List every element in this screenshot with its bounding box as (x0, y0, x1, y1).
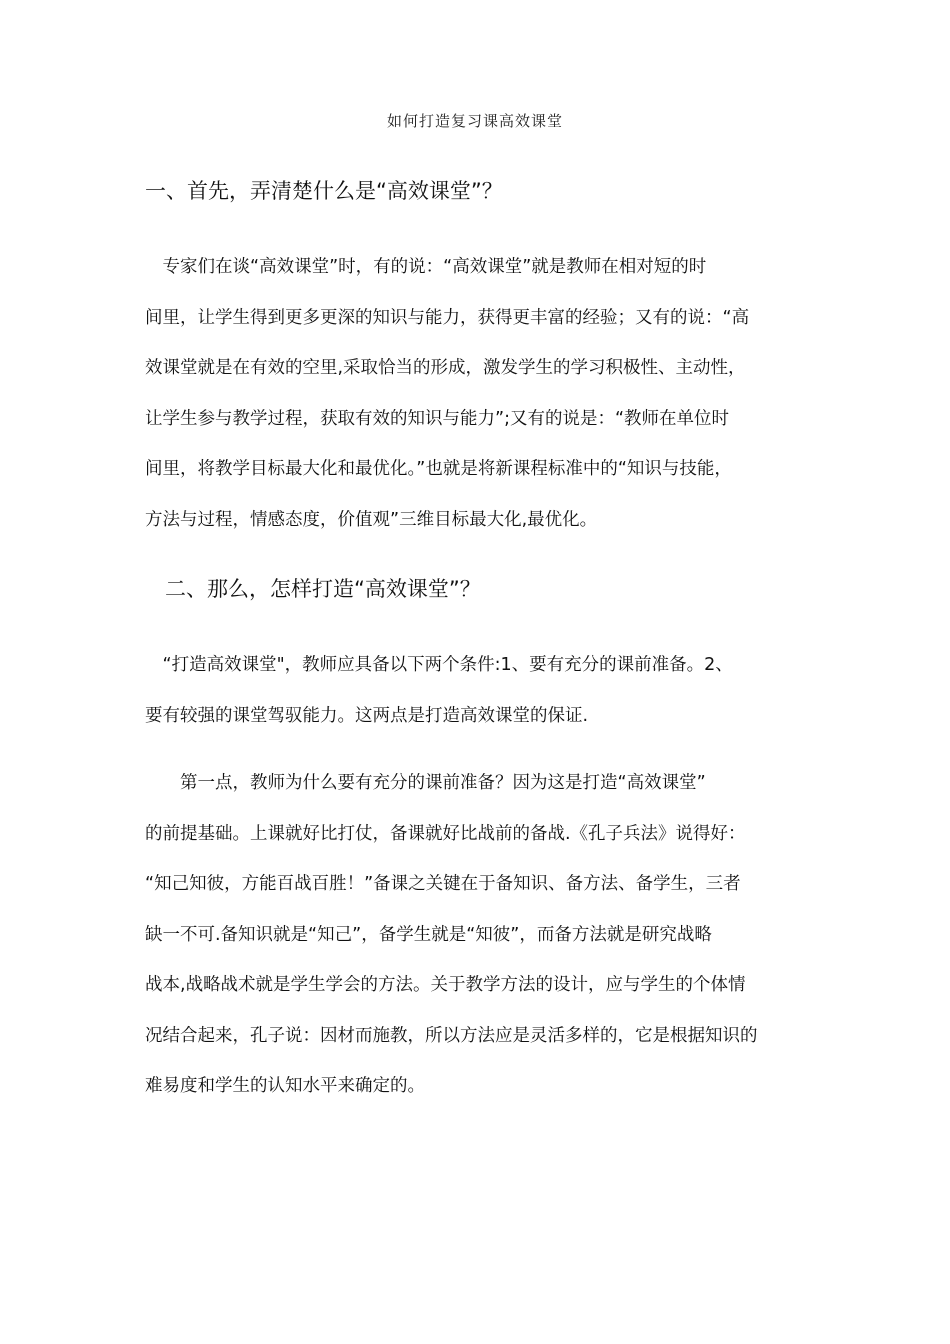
paragraph-line: 的前提基础。上课就好比打仗，备课就好比战前的备战.《孔子兵法》说得好： (145, 823, 746, 844)
paragraph-line: 第一点，教师为什么要有充分的课前准备？因为这是打造“高效课堂” (145, 773, 706, 793)
paragraph-line: 缺一不可.备知识就是“知己”，备学生就是“知彼”，而备方法就是研究战略 (145, 924, 712, 945)
paragraph-line: 要有较强的课堂驾驭能力。这两点是打造高效课堂的保证. (145, 705, 589, 726)
section-2-heading: 二、那么，怎样打造“高效课堂”？ (165, 577, 481, 601)
paragraph-line: 况结合起来，孔子说：因材而施教，所以方法应是灵活多样的，它是根据知识的 (145, 1025, 758, 1046)
document-title: 如何打造复习课高效课堂 (386, 112, 563, 130)
paragraph-line: “知己知彼，方能百战百胜！”备课之关键在于备知识、备方法、备学生，三者 (145, 874, 741, 894)
section-2-paragraph-1 (145, 640, 820, 741)
paragraph-line: 间里，将教学目标最大化和最优化。”也就是将新课程标准中的“知识与技能， (145, 459, 732, 479)
section-1-paragraph (145, 242, 820, 545)
paragraph-line: 让学生参与教学过程，获取有效的知识与能力”;又有的说是：“教师在单位时 (145, 408, 730, 429)
paragraph-line: 难易度和学生的认知水平来确定的。 (145, 1076, 425, 1096)
section-1-heading: 一、首先，弄清楚什么是“高效课堂”？ (145, 179, 503, 203)
paragraph-line: 专家们在谈“高效课堂”时，有的说：“高效课堂”就是教师在相对短的时 (145, 257, 707, 277)
paragraph-line: 方法与过程，情感态度，价值观”三维目标最大化,最优化。 (145, 509, 598, 530)
paragraph-line: 间里，让学生得到更多更深的知识与能力，获得更丰富的经验；又有的说：“高 (145, 307, 750, 328)
paragraph-line: 战本,战略战术就是学生学会的方法。关于教学方法的设计，应与学生的个体情 (145, 975, 746, 995)
section-2-paragraph-2 (145, 758, 820, 1112)
paragraph-line: 效课堂就是在有效的空里,采取恰当的形成，激发学生的学习积极性、主动性， (145, 358, 746, 378)
paragraph-line: “打造高效课堂"，教师应具备以下两个条件:1、要有充分的课前准备。2、 (145, 655, 733, 675)
